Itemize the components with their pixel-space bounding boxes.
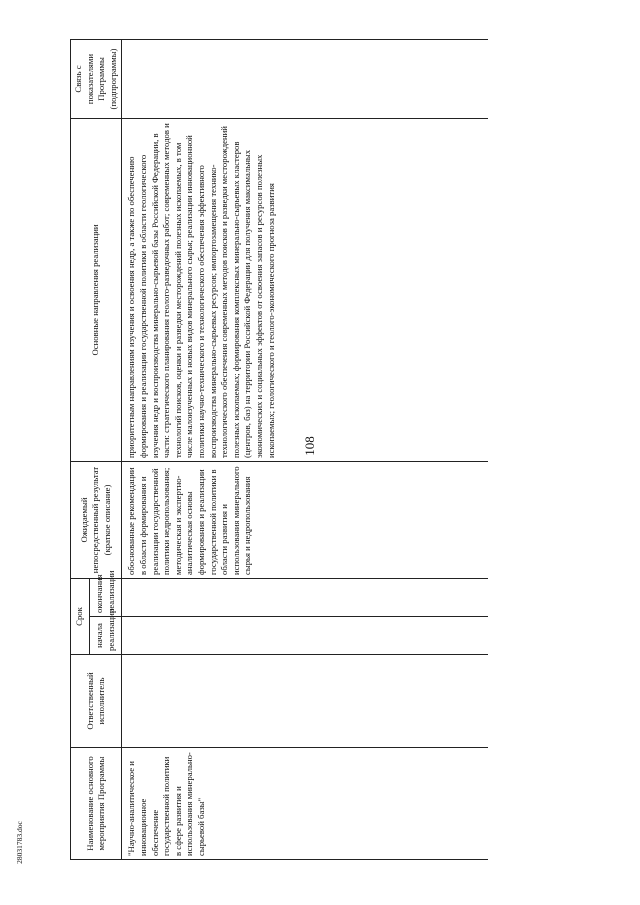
cell-executor [122, 655, 489, 748]
header-link: Связь с показателями Программы (подпрограммы) [71, 39, 122, 118]
header-term: Срок [71, 578, 90, 654]
page-number: 108 [301, 436, 317, 456]
cell-start [122, 617, 489, 655]
cell-result: обоснованные рекомендации в области формирования и реализации государственной политики недропользования; методическая и экспертно-аналитическая основы формирования и реализации государственной политики в области развития и использования минерального сырья и недропользования [122, 461, 489, 578]
header-end: окончания реализации [90, 578, 122, 616]
footer-file-code: 28031783.doc [14, 821, 24, 864]
table-row [122, 39, 489, 859]
header-directions: Основные направления реализации [71, 118, 122, 461]
header-result: Ожидаемый непосредственный результат (краткое описание) [71, 461, 122, 578]
program-table [70, 39, 488, 860]
rotated-page [70, 40, 580, 860]
header-name: Наименование основного мероприятия Программы [71, 748, 122, 860]
cell-end [122, 578, 489, 616]
cell-link [122, 39, 489, 118]
header-start: начала реализации [90, 617, 122, 655]
cell-directions: приоритетным направлениям изучения и освоения недр, а также по обеспечению формирования и реализации государственной политики в области геологического изучения недр и воспроизводства минерально-сырьевой базы Российской Федерации, в части: стратегического планирования геолого-разведочных работ; современных методов и технологий поисков, оценки и разведки месторождений полезных ископаемых, в том числе малоизученных и новых видов минерального сырья; реализации инновационной политики научно-технического и технологического обеспечения эффективного воспроизводства минерально-сырьевых ресурсов; импортозамещения технико-технологического обеспечения современных методов поисков и разведки месторождений полезных ископаемых; формирования комплексных минерально-сырьевых кластеров (центров, баз) на территории Российской Федерации для получения максимальных экономических и социальных эффектов от освоения запасов и ресурсов полезных ископаемых; геологического и геолого-экономического прогноза развития [122, 118, 489, 461]
header-executor: Ответственный исполнитель [71, 655, 122, 748]
cell-name: "Научно-аналитическое и инновационное обеспечение государственной политики в сфере развития и использования минерально-сырьевой базы" [122, 748, 489, 860]
